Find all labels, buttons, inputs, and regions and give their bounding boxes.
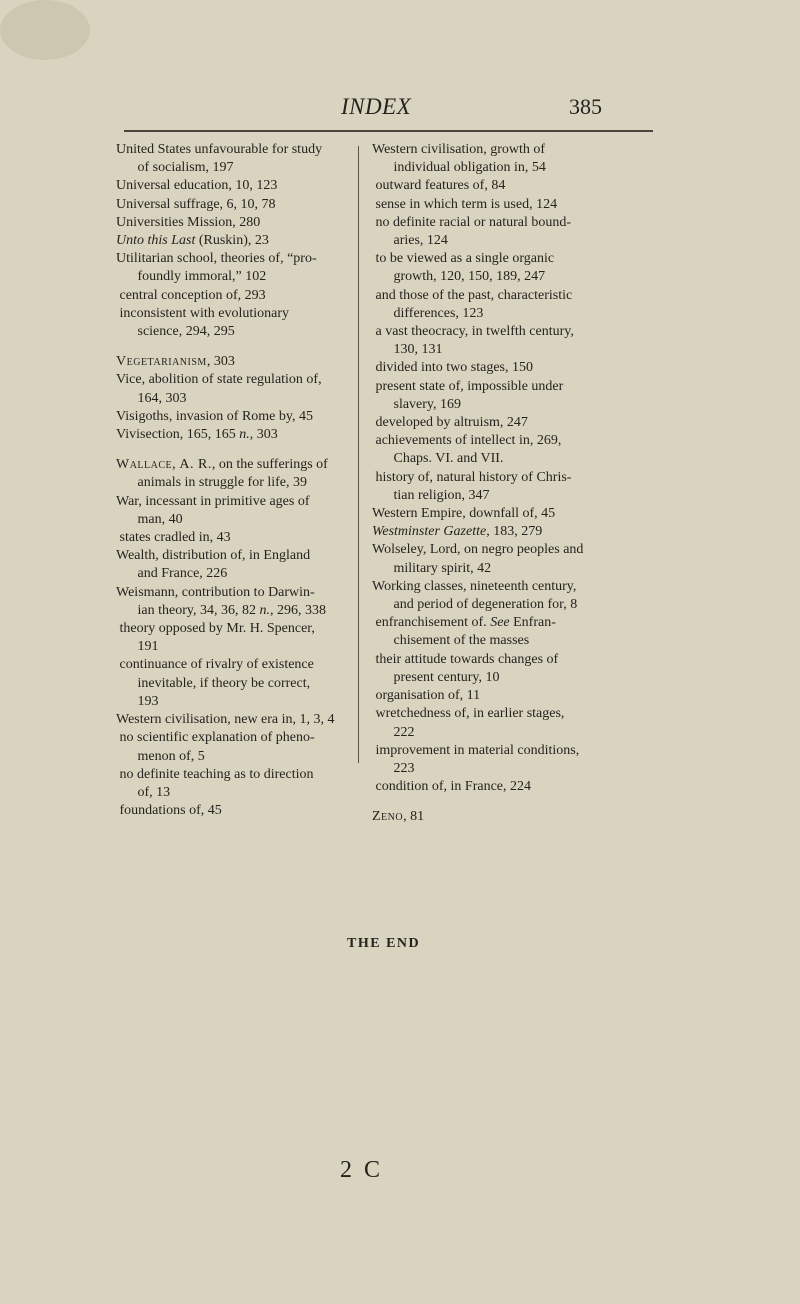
index-subentry: continuance of rivalry of existence inevitable, if theory be correct, 193 bbox=[116, 657, 314, 709]
index-entry: Western Empire, downfall of, 45 bbox=[372, 506, 556, 522]
index-subentry: divided into two stages, 150 bbox=[372, 360, 533, 376]
index-entry: Wealth, distribution of, in England and France, 226 bbox=[116, 548, 311, 582]
index-subentry: condition of, in France, 224 bbox=[372, 779, 532, 795]
index-entry: Westminster Gazette, 183, 279 bbox=[372, 524, 543, 540]
index-entry: United States unfavourable for study of socialism, 197 bbox=[116, 142, 323, 176]
page-number: 385 bbox=[569, 94, 602, 119]
index-subentry: states cradled in, 43 bbox=[116, 530, 231, 546]
index-entry: Western civilisation, growth of individual obligation in, 54 bbox=[372, 142, 546, 176]
index-subentry: present state of, impossible under slavery, 169 bbox=[372, 378, 564, 412]
index-subentry: theory opposed by Mr. H. Spencer, 191 bbox=[116, 621, 315, 655]
index-subentry: foundations of, 45 bbox=[116, 803, 222, 819]
index-entry: Wallace, A. R., on the sufferings of animals in struggle for life, 39 bbox=[116, 457, 328, 491]
index-subentry: inconsistent with evolutionary science, 294, 295 bbox=[116, 305, 290, 340]
index-entry: Working classes, nineteenth century, and period of degeneration for, 8 bbox=[372, 578, 578, 613]
index-subentry: developed by altruism, 247 bbox=[372, 415, 528, 431]
running-head bbox=[0, 94, 800, 124]
index-subentry: achievements of intellect in, 269, Chaps. VI. and VII. bbox=[372, 433, 562, 467]
the-end-text: THE END bbox=[347, 936, 421, 951]
index-subentry: wretchedness of, in earlier stages, 222 bbox=[372, 706, 565, 740]
index-subentry: outward features of, 84 bbox=[372, 178, 506, 194]
index-subentry: and those of the past, characteristic differences, 123 bbox=[372, 287, 573, 321]
index-subentry: no definite racial or natural bound- aries, 124 bbox=[372, 214, 572, 249]
index-subentry: their attitude towards changes of present century, 10 bbox=[372, 651, 559, 685]
index-entry: Vivisection, 165, 165 n., 303 bbox=[116, 427, 278, 443]
index-subentry: organisation of, 11 bbox=[372, 688, 481, 704]
index-entry: War, incessant in primitive ages of man, 40 bbox=[116, 493, 310, 527]
index-subentry: central conception of, 293 bbox=[116, 287, 266, 303]
index-entry: Universities Mission, 280 bbox=[116, 214, 261, 230]
index-entry: Universal education, 10, 123 bbox=[116, 178, 278, 194]
index-entry: Weismann, contribution to Darwin- ian theory, 34, 36, 82 n., 296, 338 bbox=[116, 584, 326, 618]
index-entry: Vegetarianism, 303 bbox=[116, 354, 235, 370]
header-rule bbox=[124, 130, 653, 132]
index-entry: Western civilisation, new era in, 1, 3, 4 bbox=[116, 712, 335, 728]
index-subentry: enfranchisement of. See Enfran- chisement of the masses bbox=[372, 615, 556, 649]
index-entry: Vice, abolition of state regulation of, 164, 303 bbox=[116, 372, 322, 406]
index-subentry: a vast theocracy, in twelfth century, 130, 131 bbox=[372, 324, 574, 358]
index-column-right bbox=[372, 141, 662, 827]
index-entry: Zeno, 81 bbox=[372, 809, 425, 825]
index-subentry: no definite teaching as to direction of, 13 bbox=[116, 766, 314, 800]
index-subentry: history of, natural history of Chris- tian religion, 347 bbox=[372, 469, 572, 503]
column-divider bbox=[358, 146, 359, 763]
index-subentry: to be viewed as a single organic growth, 120, 150, 189, 247 bbox=[372, 251, 555, 285]
index-entry: Unto this Last (Ruskin), 23 bbox=[116, 233, 269, 249]
running-head-title: INDEX bbox=[341, 94, 412, 119]
index-column-left bbox=[116, 141, 350, 820]
index-entry: Wolseley, Lord, on negro peoples and military spirit, 42 bbox=[372, 542, 584, 576]
signature-mark: 2 C bbox=[340, 1157, 384, 1183]
paper-stain bbox=[0, 0, 90, 60]
index-entry: Utilitarian school, theories of, “pro- foundly immoral,” 102 bbox=[116, 251, 317, 285]
index-subentry: sense in which term is used, 124 bbox=[372, 196, 558, 212]
index-entry: Universal suffrage, 6, 10, 78 bbox=[116, 196, 276, 212]
index-entry: Visigoths, invasion of Rome by, 45 bbox=[116, 408, 313, 424]
index-subentry: improvement in material conditions, 223 bbox=[372, 742, 580, 776]
index-subentry: no scientific explanation of pheno- menon of, 5 bbox=[116, 730, 315, 764]
